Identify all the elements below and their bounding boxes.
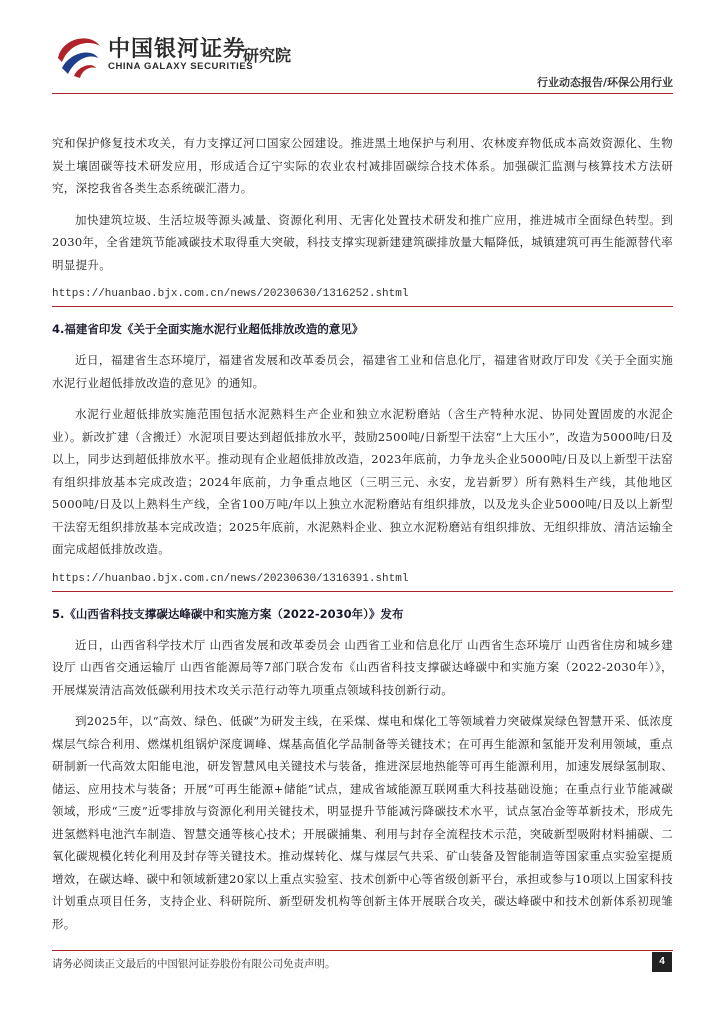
section-divider xyxy=(52,306,673,307)
page-header xyxy=(0,0,724,100)
source-link[interactable]: https://huanbao.bjx.com.cn/news/20230630/1316391.shtml xyxy=(52,572,409,585)
footer-disclaimer: 请务必阅读正文最后的中国银河证券股份有限公司免责声明。 xyxy=(52,958,336,970)
logo-chinese-name: 中国银河证券 xyxy=(108,37,247,62)
body-paragraph: 近日，福建省生态环境厅，福建省发展和改革委员会，福建省工业和信息化厅，福建省财政厅印发《关于全面实施水泥行业超低排放改造的意见》的通知。 xyxy=(52,353,673,390)
body-paragraph: 究和保护修复技术攻关，有力支撑辽河口国家公园建设。推进黑土地保护与利用、农林废弃物低成本高效资源化、生物炭土壤固碳等技术研发应用，形成适合辽宁实际的农业农村减排固碳综合技术体系。加强碳汇监测与核算技术方法研究，深挖我省各类生态系统碳汇潜力。 xyxy=(52,136,673,195)
header-divider xyxy=(52,93,673,94)
body-paragraph: 加快建筑垃圾、生活垃圾等源头减量、资源化利用、无害化处置技术研发和推广应用，推进城市全面绿色转型。到2030年，全省建筑节能减碳技术取得重大突破，科技支撑实现新建建筑碳排放量大幅降低，城镇建筑可再生能源替代率明显提升。 xyxy=(52,212,673,272)
section-divider xyxy=(52,591,673,592)
page-number: 4 xyxy=(652,952,672,972)
main-content xyxy=(52,132,673,944)
footer-divider xyxy=(52,950,673,951)
source-link[interactable]: https://huanbao.bjx.com.cn/news/20230630/1316252.shtml xyxy=(52,288,409,300)
galaxy-logo-icon xyxy=(52,28,104,80)
logo-english-name: CHINA GALAXY SECURITIES xyxy=(108,61,254,72)
body-paragraph: 近日，山西省科学技术厅 山西省发展和改革委员会 山西省工业和信息化厅 山西省生态环境厅 山西省住房和城乡建设厅 山西省交通运输厅 山西省能源局等7部门联合发布《山西省科技支撑碳达峰碳中和实施方案（2022-2030年）》，开展煤炭清洁高效低碳利用技术攻关示范行动等九项重点领域科技创新行动。 xyxy=(52,637,673,697)
institute-label: 研究院 xyxy=(243,46,292,65)
report-type-label: 行业动态报告/环保公用行业 xyxy=(536,76,673,89)
body-paragraph: 到2025年，以“高效、绿色、低碳”为研发主线，在采煤、煤电和煤化工等领域着力突破煤炭绿色智慧开采、低浓度煤层气综合利用、燃煤机组锅炉深度调峰、煤基高值化学品制备等关键技术；在可再生能源和氢能开发利用领域，重点研制新一代高效太阳能电池，研发智慧风电关键技术与装备，推进深层地热能等可再生能源利用，加速发展绿氢制取、储运、应用技术与装备；开展“可再生能源+储能”试点，建成省域能源互联网重大科技基础设施；在重点行业节能减碳领域，形成“三废”近零排放与资源化利用关键技术，明显提升节能减污降碳技术水平，试点氢冶金等革新技术，形成先进氢燃料电池汽车制造、智慧交通等核心技术；开展碳捕集、利用与封存全流程技术示范，突破新型吸附材料捕碳、二氧化碳规模化转化利用及封存等关键技术。推动煤转化、煤与煤层气共采、矿山装备及智能制造等国家重点实验室提质增效，在碳达峰、碳中和领域新建20家以上重点实验室、技术创新中心等省级创新平台，承担或参与10项以上国家科技计划重点项目任务，支持企业、科研院所、新型研发机构等创新主体开展联合攻关，碳达峰碳中和技术创新体系初现雏形。 xyxy=(52,714,673,931)
section-title: 5.《山西省科技支撑碳达峰碳中和实施方案（2022-2030年）》发布 xyxy=(52,606,404,621)
section-title: 4.福建省印发《关于全面实施水泥行业超低排放改造的意见》 xyxy=(52,322,364,336)
body-paragraph: 水泥行业超低排放实施范围包括水泥熟料生产企业和独立水泥粉磨站（含生产特种水泥、协同处置固废的水泥企业）。新改扩建（含搬迁）水泥项目要达到超低排放水平，鼓励2500吨/日新型干法窑“上大压小”，改造为5000吨/日及以上，同步达到超低排放水平。推动现有企业超低排放改造，2023年底前，力争龙头企业5000吨/日及以上新型干法窑有组织排放基本完成改造；2024年底前，力争重点地区（三明三元、永安，龙岩新罗）所有熟料生产线，其他地区5000吨/日及以上熟料生产线，全省100万吨/年以上独立水泥粉磨站有组织排放，以及龙头企业5000吨/日及以上新型干法窑无组织排放基本完成改造；2025年底前，水泥熟料企业、独立水泥粉磨站有组织排放、无组织排放、清洁运输全面完成超低排放改造。 xyxy=(52,407,673,556)
